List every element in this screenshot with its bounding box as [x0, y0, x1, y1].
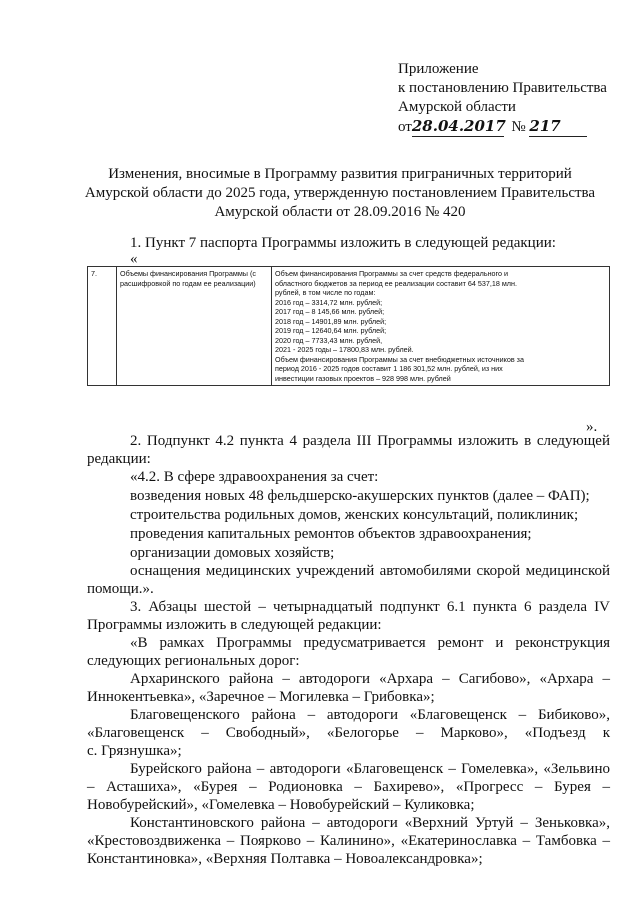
item2-sub-line: оснащения медицинских учреждений автомобилями скорой медицинской	[130, 563, 610, 579]
open-quote: «	[130, 251, 138, 267]
kon-line: «Крестовоздвиженка – Поярково – Калинино», «Екатеринославка – Тамбовка –	[87, 833, 610, 849]
content-line: 2016 год – 3314,72 млн. рублей;	[275, 297, 383, 307]
content-line: 2017 год – 8 145,66 млн. рублей;	[275, 307, 385, 316]
content-line: 2018 год – 14901,89 млн. рублей;	[275, 316, 387, 326]
content-line: 2019 год – 12640,64 млн. рублей;	[275, 326, 387, 335]
bur-line: Новобурейский», «Гомелевка – Новобурейский – Куликовка;	[87, 797, 475, 813]
row-label: Объемы финансирования Программы (с расшифровкой по годам ее реализации)	[117, 267, 272, 386]
bur-line: Бурейского района – автодороги «Благовещенск – Гомелевка», «Зельвино	[130, 761, 610, 777]
item2-sub-line: «4.2. В сфере здравоохранения за счет:	[130, 469, 379, 485]
appendix-block	[398, 60, 607, 137]
blag-line: «Благовещенск – Свободный», «Белогорье – Марково», «Подъезд к	[87, 725, 610, 741]
appendix-title: Приложение	[398, 61, 479, 77]
appendix-resolution: к постановлению Правительства	[398, 80, 607, 96]
content-line: инвестиции газовых проектов – 928 998 млн. рублей	[275, 373, 451, 383]
document-title	[70, 165, 610, 222]
content-line: Объем финансирования Программы за счет внебюджетных источников за	[275, 354, 524, 364]
table-row	[88, 267, 610, 386]
number-handwritten: 217	[529, 117, 587, 137]
date-prefix: от	[398, 119, 412, 135]
blag-line: с. Грязнушка»;	[87, 743, 182, 759]
title-line: Амурской области до 2025 года, утвержденную постановлением Правительства	[84, 185, 596, 201]
content-line: Объем финансирования Программы за счет средств федерального и	[275, 269, 509, 278]
item1-text: 1. Пункт 7 паспорта Программы изложить в следующей редакции:	[130, 235, 556, 251]
item2-sub-line: организации домовых хозяйств;	[130, 545, 335, 561]
row-content	[272, 267, 610, 386]
item3-line3: «В рамках Программы предусматривается ремонт и реконструкция	[130, 635, 610, 651]
item2-sub-line: строительства родильных домов, женских консультаций, поликлиник;	[130, 507, 579, 523]
bur-line: – Асташиха», «Бурея – Родионовка – Бахирево», «Прогресс – Бурея –	[87, 779, 610, 795]
blag-line: Благовещенского района – автодороги «Благовещенск – Бибиково»,	[130, 707, 610, 723]
row-number: 7.	[88, 267, 117, 386]
appendix-region: Амурской области	[398, 99, 516, 115]
item2-line2: редакции:	[87, 451, 151, 467]
content-line: период 2016 - 2025 годов составит 1 186 301,52 млн. рублей, из них	[275, 364, 503, 373]
number-prefix: №	[511, 119, 526, 135]
item3-line4: следующих региональных дорог:	[87, 653, 300, 669]
close-quote: ».	[586, 419, 598, 435]
arkhara-line: Иннокентьевка», «Заречное – Могилевка – Грибовка»;	[87, 689, 435, 705]
appendix-date-number	[398, 117, 607, 137]
content-line: областного бюджетов за период ее реализации составит 64 537,18 млн.	[275, 278, 517, 288]
item3-line2: Программы изложить в следующей редакции:	[87, 617, 382, 633]
title-line: Амурской области от 28.09.2016 № 420	[214, 204, 466, 220]
content-line: рублей, в том числе по годам:	[275, 288, 376, 297]
passport-table	[87, 266, 610, 386]
date-handwritten: 28.04.2017	[411, 117, 506, 135]
item2-sub-line: проведения капитальных ремонтов объектов здравоохранения;	[130, 526, 532, 542]
content-line: 2021 - 2025 годы – 17800,83 млн. рублей.	[275, 345, 414, 354]
kon-line: Константиновского района – автодороги «Верхний Уртуй – Зеньковка»,	[130, 815, 610, 831]
kon-line: Константиновка», «Верхняя Полтавка – Новоалександровка»;	[87, 851, 483, 867]
content-line: 2020 год – 7733,43 млн. рублей,	[275, 335, 383, 345]
title-line: Изменения, вносимые в Программу развития приграничных территорий	[108, 166, 572, 182]
item2-line1: 2. Подпункт 4.2 пункта 4 раздела III Программы изложить в следующей	[130, 433, 610, 449]
item2-sub-line: возведения новых 48 фельдшерско-акушерских пунктов (далее – ФАП);	[130, 488, 590, 504]
item3-line1: 3. Абзацы шестой – четырнадцатый подпункт 6.1 пункта 6 раздела IV	[130, 599, 610, 615]
arkhara-line: Архаринского района – автодороги «Архара – Сагибово», «Архара –	[130, 671, 610, 687]
item2-sub-line: помощи.».	[87, 581, 154, 597]
